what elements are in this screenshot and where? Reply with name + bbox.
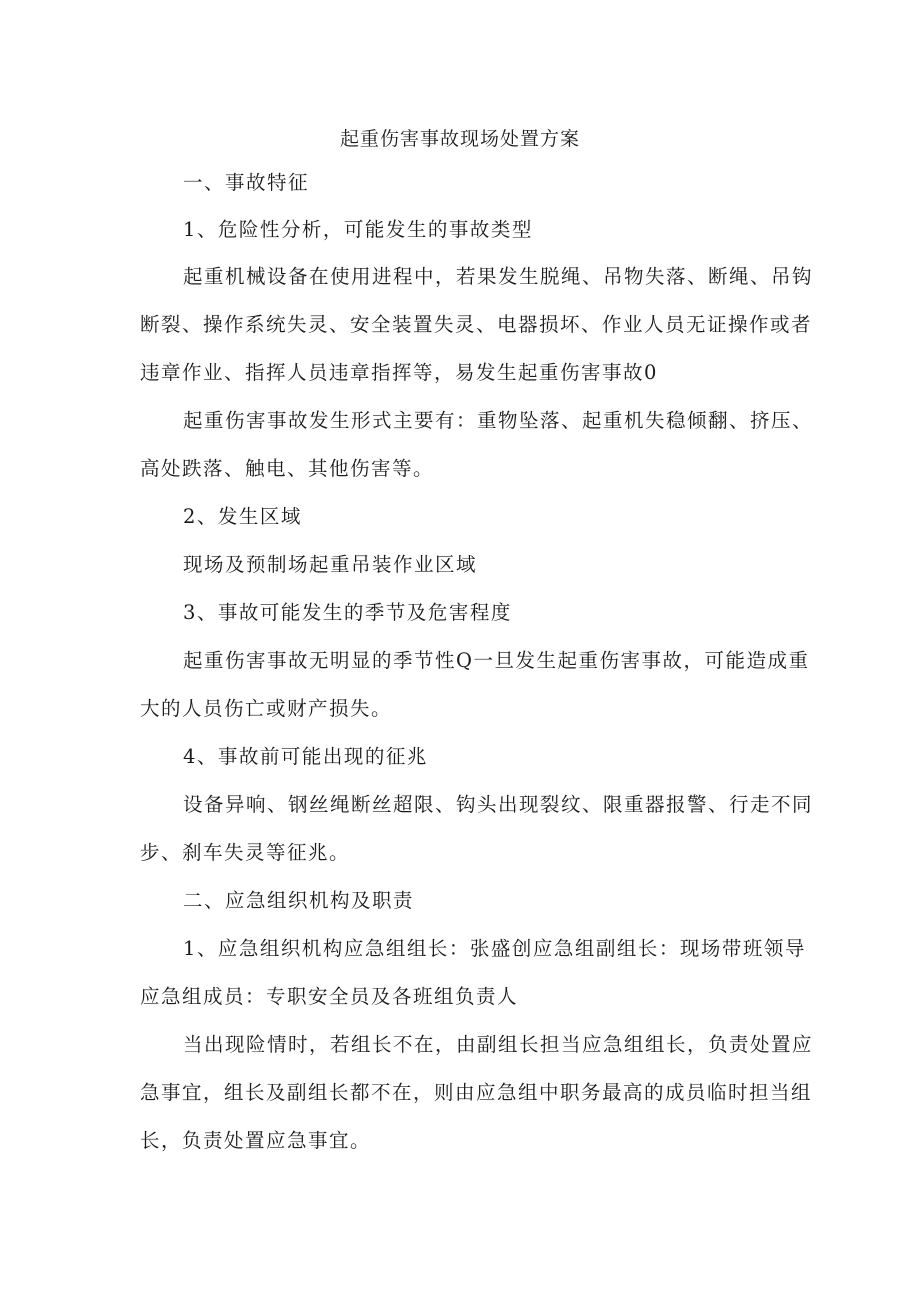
section-heading-accident-features: 一、事故特征 [183, 171, 310, 194]
subsection-heading-warning-signs: 4、事故前可能出现的征兆 [183, 745, 428, 768]
paragraph-line: 现场及预制场起重吊装作业区域 [183, 553, 478, 576]
paragraph-line: 长，负责处置应急事宜。 [140, 1129, 372, 1152]
paragraph-line: 步、刹车失灵等征兆。 [140, 841, 351, 864]
subsection-heading-season-severity: 3、事故可能发生的季节及危害程度 [183, 601, 512, 624]
paragraph-line: 急事宜，组长及副组长都不在，则由应急组中职务最高的成员临时担当组 [140, 1081, 813, 1104]
section-heading-emergency-organization: 二、应急组织机构及职责 [183, 889, 415, 912]
document-title: 起重伤害事故现场处置方案 [339, 128, 580, 150]
paragraph-line: 大的人员伤亡或财产损失。 [140, 697, 393, 720]
subsection-heading-area: 2、发生区域 [183, 505, 302, 528]
paragraph-line: 违章作业、指挥人员违章指挥等，易发生起重伤害事故0 [140, 361, 658, 384]
paragraph-line: 设备异响、钢丝绳断丝超限、钩头出现裂纹、限重器报警、行走不同 [183, 793, 814, 816]
paragraph-line: 应急组成员：专职安全员及各班组负责人 [140, 985, 519, 1008]
paragraph-line: 断裂、操作系统失灵、安全装置失灵、电器损坏、作业人员无证操作或者 [140, 313, 813, 336]
paragraph-line: 起重机械设备在使用进程中，若果发生脱绳、吊物失落、断绳、吊钩 [183, 265, 814, 288]
paragraph-line: 当出现险情时，若组长不在，由副组长担当应急组组长，负责处置应 [183, 1033, 814, 1056]
subsection-heading-risk-analysis: 1、危险性分析，可能发生的事故类型 [183, 218, 533, 241]
paragraph-line: 起重伤害事故无明显的季节性Q一旦发生起重伤害事故，可能造成重 [183, 649, 810, 672]
paragraph-line: 高处跌落、触电、其他伤害等。 [140, 457, 435, 480]
paragraph-line: 起重伤害事故发生形式主要有：重物坠落、起重机失稳倾翻、挤压、 [183, 409, 814, 432]
paragraph-line: 1、应急组织机构应急组组长：张盛创应急组副组长：现场带班领导 [183, 937, 806, 960]
